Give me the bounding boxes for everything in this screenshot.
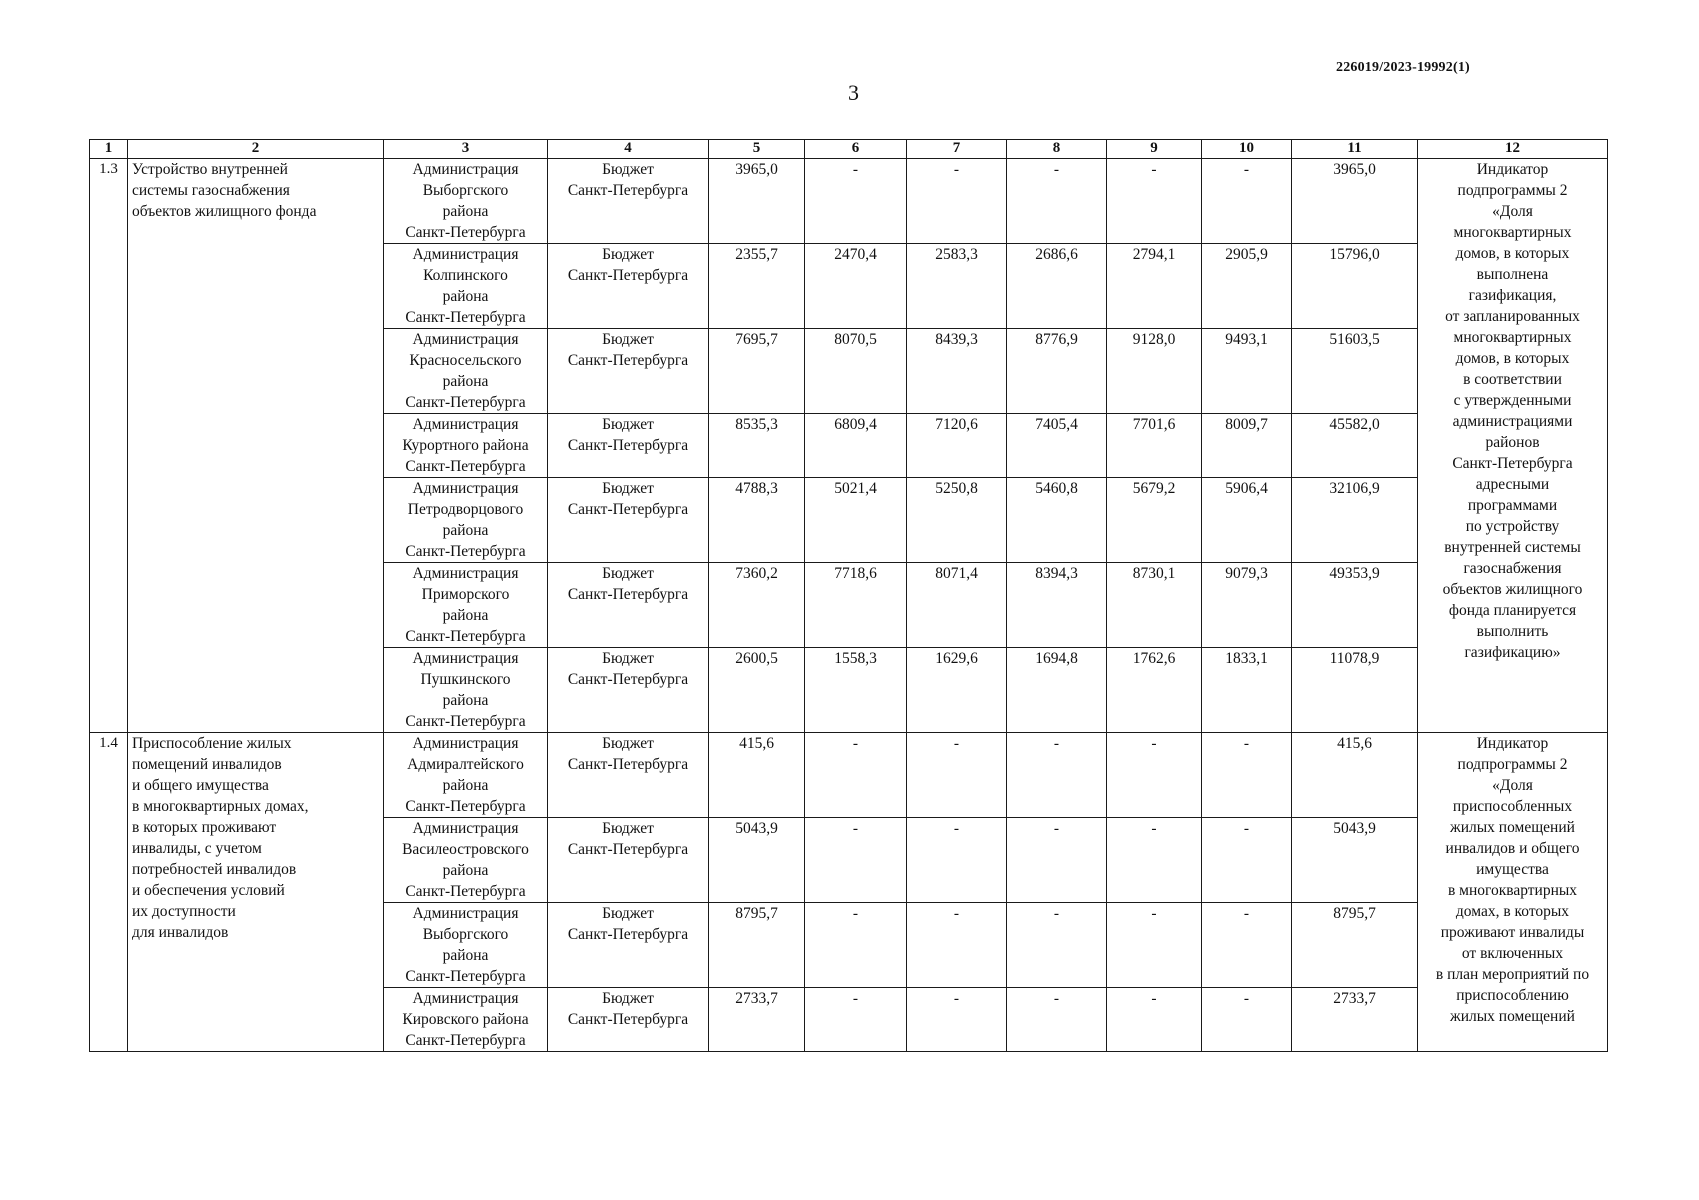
indicator-line: домов, в которых <box>1455 245 1570 262</box>
executor-line: Администрация <box>412 565 519 582</box>
executor-line: Курортного района <box>402 437 529 454</box>
year-value-cell: - <box>1202 159 1292 244</box>
year-value-cell: 2583,3 <box>907 244 1007 329</box>
funding-source-line: Санкт-Петербурга <box>567 267 689 284</box>
executor-line: района <box>442 203 489 220</box>
year-value-cell: 1833,1 <box>1202 648 1292 733</box>
indicator-line: объектов жилищного <box>1442 581 1583 598</box>
funding-source-cell <box>548 733 709 818</box>
executor-line: района <box>442 373 489 390</box>
indicator-line: от включенных <box>1461 945 1564 962</box>
year-value-cell: 2794,1 <box>1107 244 1202 329</box>
year-value-cell: - <box>1007 903 1107 988</box>
indicator-line: с утвержденными <box>1453 392 1572 409</box>
year-value-cell: - <box>1202 733 1292 818</box>
year-value-cell: 8071,4 <box>907 563 1007 648</box>
funding-source-line: Бюджет <box>602 990 654 1007</box>
year-value-cell: - <box>805 159 907 244</box>
measure-name-line: в которых проживают <box>132 819 277 836</box>
executor-cell <box>384 988 548 1052</box>
executor-line: Администрация <box>412 480 519 497</box>
executor-line: Кировского района <box>402 1011 529 1028</box>
column-number-header: 8 <box>1007 140 1107 159</box>
funding-source-line: Санкт-Петербурга <box>567 671 689 688</box>
year-value-cell: - <box>1202 818 1292 903</box>
funding-source-line: Санкт-Петербурга <box>567 586 689 603</box>
year-value-cell: 5043,9 <box>709 818 805 903</box>
indicator-line: домов, в которых <box>1455 350 1570 367</box>
year-value-cell: 9079,3 <box>1202 563 1292 648</box>
indicator-line: внутренней системы <box>1444 539 1581 556</box>
indicator-line: газоснабжения <box>1463 560 1562 577</box>
indicator-line: подпрограммы 2 <box>1457 756 1568 773</box>
funding-source-line: Бюджет <box>602 416 654 433</box>
year-value-cell: 415,6 <box>709 733 805 818</box>
measure-name-line: системы газоснабжения <box>132 182 290 199</box>
year-value-cell: - <box>805 818 907 903</box>
total-value-cell: 11078,9 <box>1292 648 1418 733</box>
funding-source-line: Бюджет <box>602 480 654 497</box>
measure-name <box>128 159 384 733</box>
year-value-cell: 9493,1 <box>1202 329 1292 414</box>
funding-source-line: Санкт-Петербурга <box>567 182 689 199</box>
measure-name <box>128 733 384 1052</box>
year-value-cell: 2355,7 <box>709 244 805 329</box>
year-value-cell: 1629,6 <box>907 648 1007 733</box>
year-value-cell: - <box>1007 733 1107 818</box>
year-value-cell: - <box>1107 903 1202 988</box>
column-number-header: 10 <box>1202 140 1292 159</box>
executor-line: Администрация <box>412 416 519 433</box>
measure-name-line: объектов жилищного фонда <box>132 203 317 220</box>
executor-cell <box>384 648 548 733</box>
indicator-line: многоквартирных <box>1453 329 1572 346</box>
year-value-cell: 7701,6 <box>1107 414 1202 478</box>
total-value-cell: 3965,0 <box>1292 159 1418 244</box>
total-value-cell: 415,6 <box>1292 733 1418 818</box>
year-value-cell: 7405,4 <box>1007 414 1107 478</box>
year-value-cell: - <box>1007 818 1107 903</box>
executor-cell <box>384 903 548 988</box>
year-value-cell: 7120,6 <box>907 414 1007 478</box>
year-value-cell: 8535,3 <box>709 414 805 478</box>
total-value-cell: 15796,0 <box>1292 244 1418 329</box>
column-number-header: 5 <box>709 140 805 159</box>
item-number: 1.3 <box>90 159 128 733</box>
funding-source-cell <box>548 648 709 733</box>
item-number: 1.4 <box>90 733 128 1052</box>
indicator-line: приспособленных <box>1452 798 1573 815</box>
year-value-cell: 7695,7 <box>709 329 805 414</box>
measure-name-line: Приспособление жилых <box>132 735 292 752</box>
year-value-cell: 5679,2 <box>1107 478 1202 563</box>
executor-line: Санкт-Петербурга <box>405 968 526 985</box>
year-value-cell: - <box>1007 159 1107 244</box>
indicator-line: жилых помещений <box>1450 819 1575 836</box>
year-value-cell: 5906,4 <box>1202 478 1292 563</box>
column-number-row <box>90 140 1608 159</box>
indicator-line: имущества <box>1476 861 1549 878</box>
year-value-cell: 5021,4 <box>805 478 907 563</box>
executor-line: Колпинского <box>423 267 508 284</box>
total-value-cell: 5043,9 <box>1292 818 1418 903</box>
measure-name-line: и обеспечения условий <box>132 882 285 899</box>
indicator-line: адресными <box>1475 476 1550 493</box>
column-number-header: 1 <box>90 140 128 159</box>
year-value-cell: 3965,0 <box>709 159 805 244</box>
executor-line: Администрация <box>412 246 519 263</box>
executor-line: Санкт-Петербурга <box>405 628 526 645</box>
year-value-cell: 2733,7 <box>709 988 805 1052</box>
indicator-line: «Доля <box>1492 777 1533 794</box>
executor-line: района <box>442 522 489 539</box>
indicator-cell <box>1418 733 1608 1052</box>
measure-name-line: Устройство внутренней <box>132 161 288 178</box>
year-value-cell: 1558,3 <box>805 648 907 733</box>
year-value-cell: - <box>1107 159 1202 244</box>
executor-line: Выборгского <box>422 182 509 199</box>
executor-line: Администрация <box>412 650 519 667</box>
funding-source-cell <box>548 478 709 563</box>
funding-source-line: Бюджет <box>602 905 654 922</box>
column-number-header: 7 <box>907 140 1007 159</box>
executor-line: Санкт-Петербурга <box>405 798 526 815</box>
year-value-cell: 9128,0 <box>1107 329 1202 414</box>
indicator-line: выполнить <box>1476 623 1549 640</box>
measure-name-line: помещений инвалидов <box>132 756 282 773</box>
total-value-cell: 2733,7 <box>1292 988 1418 1052</box>
column-number-header: 6 <box>805 140 907 159</box>
indicator-line: «Доля <box>1492 203 1533 220</box>
year-value-cell: - <box>1202 988 1292 1052</box>
year-value-cell: - <box>805 733 907 818</box>
executor-line: Петродворцового <box>407 501 524 518</box>
funding-source-line: Бюджет <box>602 161 654 178</box>
executor-line: района <box>442 777 489 794</box>
total-value-cell: 8795,7 <box>1292 903 1418 988</box>
funding-source-line: Санкт-Петербурга <box>567 841 689 858</box>
year-value-cell: 7360,2 <box>709 563 805 648</box>
executor-cell <box>384 159 548 244</box>
year-value-cell: 8776,9 <box>1007 329 1107 414</box>
indicator-line: инвалидов и общего <box>1445 840 1580 857</box>
indicator-line: проживают инвалиды <box>1440 924 1585 941</box>
measure-name-line: потребностей инвалидов <box>132 861 297 878</box>
year-value-cell: - <box>907 818 1007 903</box>
executor-line: Администрация <box>412 735 519 752</box>
funding-source-line: Бюджет <box>602 565 654 582</box>
executor-line: Приморского <box>421 586 510 603</box>
executor-line: Выборгского <box>422 926 509 943</box>
year-value-cell: 2470,4 <box>805 244 907 329</box>
executor-line: района <box>442 692 489 709</box>
column-number-header: 2 <box>128 140 384 159</box>
year-value-cell: - <box>907 903 1007 988</box>
executor-line: Санкт-Петербурга <box>405 1032 526 1049</box>
year-value-cell: 1762,6 <box>1107 648 1202 733</box>
executor-line: Санкт-Петербурга <box>405 543 526 560</box>
executor-line: Администрация <box>412 161 519 178</box>
indicator-line: от запланированных <box>1445 308 1580 325</box>
year-value-cell: 8394,3 <box>1007 563 1107 648</box>
year-value-cell: 2905,9 <box>1202 244 1292 329</box>
total-value-cell: 45582,0 <box>1292 414 1418 478</box>
executor-line: Санкт-Петербурга <box>405 713 526 730</box>
indicator-line: в многоквартирных <box>1447 882 1578 899</box>
year-value-cell: 8439,3 <box>907 329 1007 414</box>
indicator-line: Санкт-Петербурга <box>1452 455 1573 472</box>
measure-name-line: и общего имущества <box>132 777 269 794</box>
column-number-header: 9 <box>1107 140 1202 159</box>
executor-line: района <box>442 862 489 879</box>
executor-line: района <box>442 288 489 305</box>
funding-source-line: Бюджет <box>602 331 654 348</box>
year-value-cell: 2686,6 <box>1007 244 1107 329</box>
funding-source-line: Бюджет <box>602 820 654 837</box>
indicator-line: Индикатор <box>1476 735 1549 752</box>
year-value-cell: 4788,3 <box>709 478 805 563</box>
funding-source-line: Санкт-Петербурга <box>567 352 689 369</box>
executor-line: Красносельского <box>409 352 522 369</box>
year-value-cell: - <box>1107 733 1202 818</box>
measure-name-line: инвалиды, с учетом <box>132 840 262 857</box>
year-value-cell: 8795,7 <box>709 903 805 988</box>
year-value-cell: - <box>1007 988 1107 1052</box>
funding-source-cell <box>548 563 709 648</box>
executor-line: Василеостровского <box>402 841 529 858</box>
executor-cell <box>384 244 548 329</box>
year-value-cell: - <box>907 733 1007 818</box>
year-value-cell: 1694,8 <box>1007 648 1107 733</box>
indicator-line: газификация, <box>1468 287 1557 304</box>
funding-source-cell <box>548 414 709 478</box>
table-row <box>90 159 1608 244</box>
indicator-line: фонда планируется <box>1448 602 1577 619</box>
indicator-line: газификацию» <box>1464 644 1561 661</box>
indicator-line: домах, в которых <box>1455 903 1570 920</box>
executor-line: Администрация <box>412 820 519 837</box>
year-value-cell: - <box>805 988 907 1052</box>
table-row <box>90 733 1608 818</box>
executor-line: Адмиралтейского <box>407 756 524 773</box>
measure-name-line: в многоквартирных домах, <box>132 798 309 815</box>
funding-source-line: Санкт-Петербурга <box>567 1011 689 1028</box>
executor-line: Санкт-Петербурга <box>405 883 526 900</box>
executor-line: Пушкинского <box>420 671 511 688</box>
executor-cell <box>384 733 548 818</box>
funding-source-line: Санкт-Петербурга <box>567 437 689 454</box>
funding-source-cell <box>548 903 709 988</box>
document-registration-number: 226019/2023-19992(1) <box>1336 60 1470 75</box>
budget-table <box>89 139 1608 1052</box>
funding-source-line: Санкт-Петербурга <box>567 501 689 518</box>
column-number-header: 4 <box>548 140 709 159</box>
year-value-cell: - <box>907 159 1007 244</box>
year-value-cell: 8730,1 <box>1107 563 1202 648</box>
executor-line: района <box>442 607 489 624</box>
executor-line: Администрация <box>412 990 519 1007</box>
funding-source-line: Санкт-Петербурга <box>567 756 689 773</box>
year-value-cell: 5460,8 <box>1007 478 1107 563</box>
column-number-header: 11 <box>1292 140 1418 159</box>
executor-line: Санкт-Петербурга <box>405 458 526 475</box>
executor-line: Санкт-Петербурга <box>405 394 526 411</box>
year-value-cell: 5250,8 <box>907 478 1007 563</box>
indicator-line: программами <box>1467 497 1558 514</box>
indicator-line: администрациями <box>1452 413 1573 430</box>
total-value-cell: 51603,5 <box>1292 329 1418 414</box>
funding-source-line: Санкт-Петербурга <box>567 926 689 943</box>
executor-line: Администрация <box>412 905 519 922</box>
indicator-line: жилых помещений <box>1450 1008 1575 1025</box>
year-value-cell: - <box>1202 903 1292 988</box>
executor-cell <box>384 478 548 563</box>
indicator-line: в план мероприятий по <box>1435 966 1590 983</box>
year-value-cell: - <box>805 903 907 988</box>
column-number-header: 12 <box>1418 140 1608 159</box>
funding-source-line: Бюджет <box>602 650 654 667</box>
year-value-cell: - <box>1107 818 1202 903</box>
indicator-line: Индикатор <box>1476 161 1549 178</box>
indicator-line: по устройству <box>1465 518 1560 535</box>
executor-line: Санкт-Петербурга <box>405 224 526 241</box>
page-number: 3 <box>848 80 859 105</box>
executor-cell <box>384 563 548 648</box>
measure-name-line: для инвалидов <box>132 924 229 941</box>
funding-source-cell <box>548 988 709 1052</box>
total-value-cell: 32106,9 <box>1292 478 1418 563</box>
total-value-cell: 49353,9 <box>1292 563 1418 648</box>
executor-line: Администрация <box>412 331 519 348</box>
funding-source-cell <box>548 329 709 414</box>
year-value-cell: 8009,7 <box>1202 414 1292 478</box>
executor-cell <box>384 414 548 478</box>
indicator-line: районов <box>1485 434 1540 451</box>
indicator-line: выполнена <box>1476 266 1549 283</box>
year-value-cell: 6809,4 <box>805 414 907 478</box>
indicator-line: приспособлению <box>1456 987 1569 1004</box>
indicator-line: подпрограммы 2 <box>1457 182 1568 199</box>
measure-name-line: их доступности <box>132 903 236 920</box>
indicator-cell <box>1418 159 1608 733</box>
year-value-cell: 8070,5 <box>805 329 907 414</box>
year-value-cell: - <box>907 988 1007 1052</box>
year-value-cell: 2600,5 <box>709 648 805 733</box>
indicator-line: многоквартирных <box>1453 224 1572 241</box>
year-value-cell: 7718,6 <box>805 563 907 648</box>
executor-line: Санкт-Петербурга <box>405 309 526 326</box>
executor-cell <box>384 329 548 414</box>
executor-cell <box>384 818 548 903</box>
funding-source-cell <box>548 818 709 903</box>
executor-line: района <box>442 947 489 964</box>
funding-source-line: Бюджет <box>602 246 654 263</box>
column-number-header: 3 <box>384 140 548 159</box>
funding-source-line: Бюджет <box>602 735 654 752</box>
funding-source-cell <box>548 159 709 244</box>
year-value-cell: - <box>1107 988 1202 1052</box>
funding-source-cell <box>548 244 709 329</box>
indicator-line: в соответствии <box>1463 371 1562 388</box>
